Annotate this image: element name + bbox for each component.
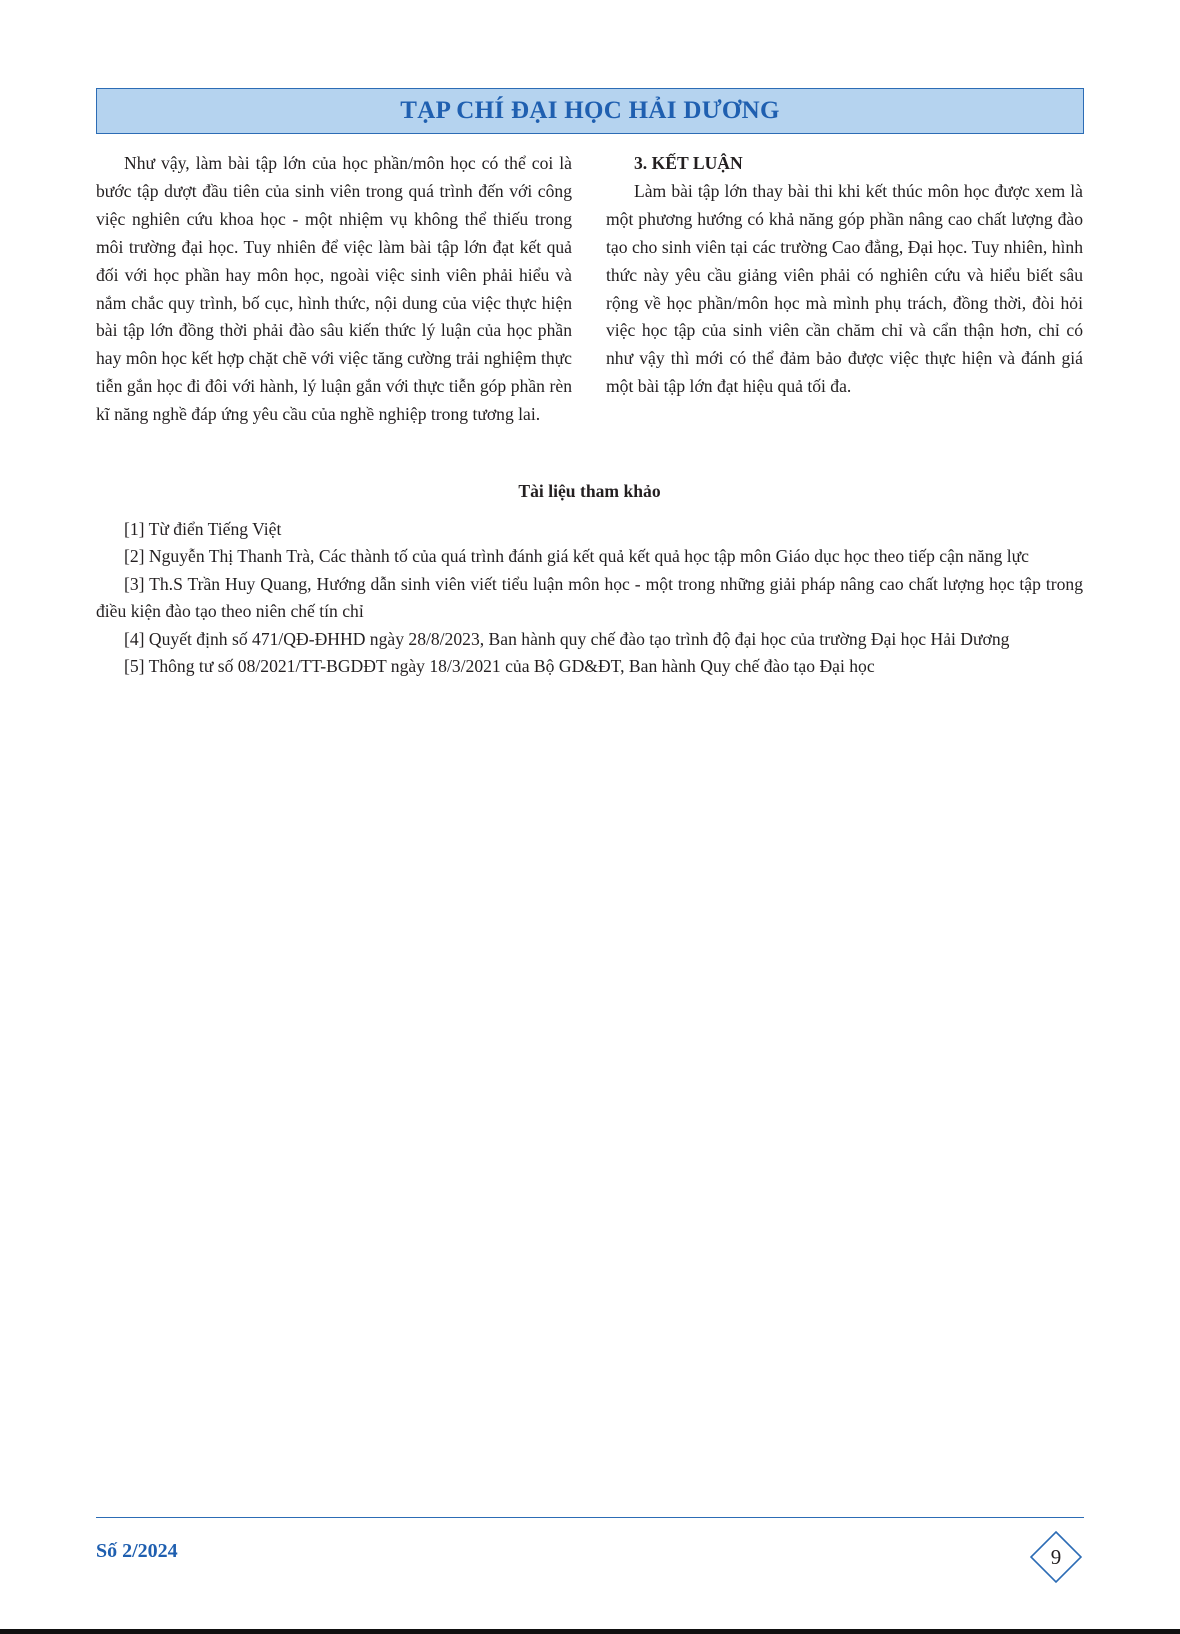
reference-item: [5] Thông tư số 08/2021/TT-BGDĐT ngày 18/3/2021 của Bộ GD&ĐT, Ban hành Quy chế đào tạo Đại học [124, 656, 875, 676]
right-column [606, 150, 1083, 401]
reference-item: [3] Th.S Trần Huy Quang, Hướng dẫn sinh viên viết tiểu luận môn học - một trong những giải pháp nâng cao chất lượng học tập trong điều kiện đào tạo theo niên chế tín chỉ [96, 573, 1083, 621]
reference-item: [2] Nguyễn Thị Thanh Trà, Các thành tố của quá trình đánh giá kết quả kết quả học tập môn Giáo dục học theo tiếp cận năng lực [124, 546, 1029, 566]
page-bottom-edge [0, 1629, 1180, 1634]
journal-title: TẠP CHÍ ĐẠI HỌC HẢI DƯƠNG [400, 97, 780, 124]
journal-header-bar [96, 88, 1084, 134]
reference-item: [1] Từ điển Tiếng Việt [124, 518, 282, 539]
page-number-badge [1030, 1531, 1082, 1583]
footer-divider [96, 1517, 1084, 1518]
body-paragraph: Như vậy, làm bài tập lớn của học phần/môn học có thể coi là bước tập dượt đầu tiên của sinh viên trong quá trình đến với công việc nghiên cứu khoa học - một nhiệm vụ không thể thiếu trong môi trường đại học. Tuy nhiên để việc làm bài tập lớn đạt kết quả đối với học phần hay môn học, ngoài việc sinh viên phải hiểu và nắm chắc quy trình, bố cục, hình thức, nội dung của việc thực hiện bài tập lớn đồng thời phải đào sâu kiến thức lý luận của học phần hay môn học kết hợp chặt chẽ với việc tăng cường trải nghiệm thực tiễn gắn học đi đôi với hành, lý luận gắn với thực tiễn góp phần rèn kĩ năng nghề đáp ứng yêu cầu của nghề nghiệp trong tương lai. [96, 153, 572, 425]
reference-item: [4] Quyết định số 471/QĐ-ĐHHD ngày 28/8/2023, Ban hành quy chế đào tạo trình độ đại học của trường Đại học Hải Dương [124, 628, 1010, 649]
references-section [96, 478, 1083, 681]
section-heading-conclusion: 3. KẾT LUẬN [634, 153, 743, 173]
issue-number: Số 2/2024 [96, 1540, 178, 1562]
page-number: 9 [1050, 1545, 1062, 1569]
references-title: Tài liệu tham khảo [518, 481, 661, 501]
conclusion-paragraph: Làm bài tập lớn thay bài thi khi kết thúc môn học được xem là một phương hướng có khả năng góp phần nâng cao chất lượng đào tạo cho sinh viên tại các trường Cao đẳng, Đại học. Tuy nhiên, hình thức này yêu cầu giảng viên phải có nghiên cứu và hiểu biết sâu rộng về học phần/môn học mà mình phụ trách, đồng thời, đòi hỏi việc học tập của sinh viên cần chăm chỉ và cẩn thận hơn, chỉ có như vậy thì mới có thể đảm bảo được việc thực hiện và đánh giá một bài tập lớn đạt hiệu quả tối đa. [606, 180, 1083, 397]
left-column [96, 150, 572, 429]
